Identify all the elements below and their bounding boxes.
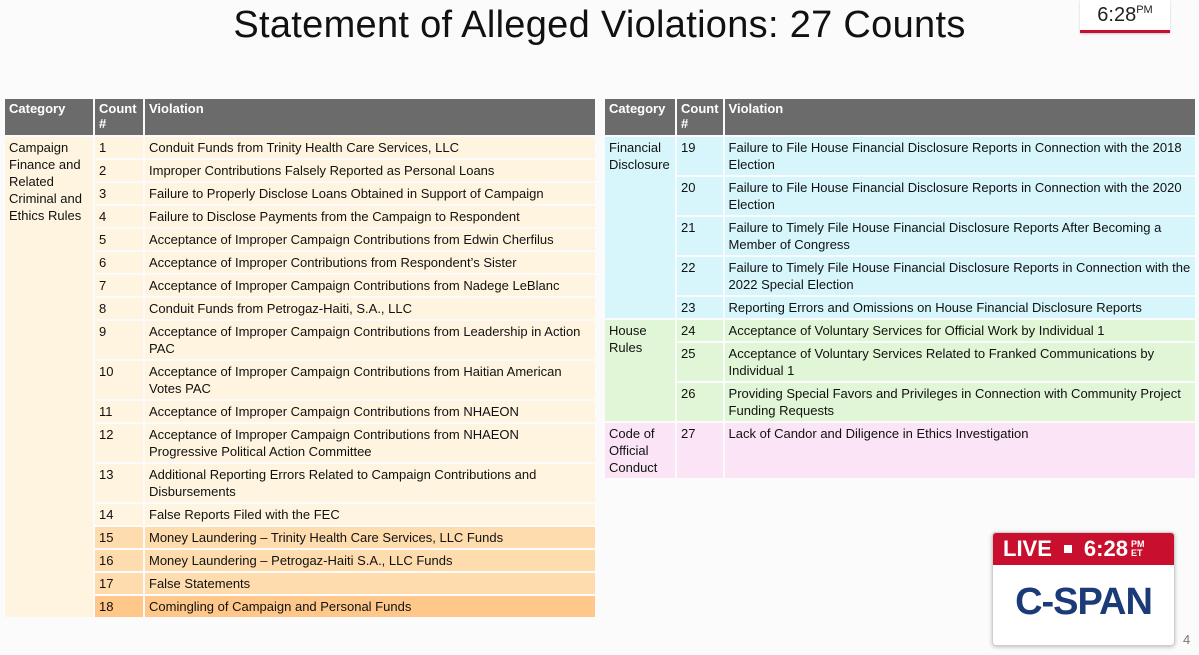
violation-cell: Failure to Properly Disclose Loans Obtained in Support of Campaign xyxy=(145,183,595,204)
table-row xyxy=(5,401,595,422)
violation-cell: Acceptance of Improper Campaign Contributions from Edwin Cherfilus xyxy=(145,229,595,250)
category-cell: Code of Official Conduct xyxy=(605,423,675,478)
top-clock-ampm: PM xyxy=(1136,4,1153,16)
category-cell: Financial Disclosure xyxy=(605,137,675,318)
violation-cell: Lack of Candor and Diligence in Ethics Investigation xyxy=(725,423,1195,478)
count-cell: 9 xyxy=(95,321,143,359)
count-cell: 8 xyxy=(95,298,143,319)
table-row xyxy=(605,423,1195,478)
table-row xyxy=(605,343,1195,381)
count-cell: 10 xyxy=(95,361,143,399)
table-row xyxy=(605,320,1195,341)
table-header-row xyxy=(5,99,595,135)
count-cell: 26 xyxy=(677,383,723,421)
header-count: Count # xyxy=(677,99,723,135)
count-cell: 17 xyxy=(95,573,143,594)
cspan-logo: C-SPAN xyxy=(1015,581,1152,623)
table-header-row xyxy=(605,99,1195,135)
live-ampm-bottom: ET xyxy=(1130,548,1143,558)
count-cell: 2 xyxy=(95,160,143,181)
violation-cell: False Reports Filed with the FEC xyxy=(145,504,595,525)
table-row xyxy=(5,275,595,296)
count-cell: 13 xyxy=(95,464,143,502)
violation-cell: Acceptance of Improper Campaign Contributions from NHAEON Progressive Political Action Committee xyxy=(145,424,595,462)
table-row xyxy=(605,257,1195,295)
cspan-live-bug xyxy=(992,532,1175,646)
count-cell: 27 xyxy=(677,423,723,478)
table-row xyxy=(605,297,1195,318)
header-category: Category xyxy=(5,99,93,135)
table-row xyxy=(5,573,595,594)
category-cell: Campaign Finance and Related Criminal and Ethics Rules xyxy=(5,137,93,617)
count-cell: 23 xyxy=(677,297,723,318)
table-row xyxy=(5,137,595,158)
violation-cell: Failure to Timely File House Financial Disclosure Reports After Becoming a Member of Congress xyxy=(725,217,1195,255)
violation-cell: Failure to Disclose Payments from the Campaign to Respondent xyxy=(145,206,595,227)
header-violation: Violation xyxy=(725,99,1195,135)
count-cell: 5 xyxy=(95,229,143,250)
violation-cell: Reporting Errors and Omissions on House Financial Disclosure Reports xyxy=(725,297,1195,318)
count-cell: 20 xyxy=(677,177,723,215)
violation-cell: Comingling of Campaign and Personal Funds xyxy=(145,596,595,617)
violation-cell: Money Laundering – Petrogaz-Haiti S.A., LLC Funds xyxy=(145,550,595,571)
table-row xyxy=(5,361,595,399)
violation-cell: Acceptance of Improper Campaign Contributions from Leadership in Action PAC xyxy=(145,321,595,359)
violation-cell: Conduit Funds from Trinity Health Care Services, LLC xyxy=(145,137,595,158)
page-number: 4 xyxy=(1183,632,1191,647)
violation-cell: Improper Contributions Falsely Reported as Personal Loans xyxy=(145,160,595,181)
live-label: LIVE xyxy=(1003,536,1052,561)
count-cell: 7 xyxy=(95,275,143,296)
header-violation: Violation xyxy=(145,99,595,135)
live-ampm xyxy=(1131,540,1145,558)
table-row xyxy=(5,550,595,571)
live-square-icon xyxy=(1064,545,1072,553)
violation-cell: Acceptance of Improper Campaign Contributions from Nadege LeBlanc xyxy=(145,275,595,296)
count-cell: 14 xyxy=(95,504,143,525)
header-category: Category xyxy=(605,99,675,135)
violation-cell: Acceptance of Improper Campaign Contributions from Haitian American Votes PAC xyxy=(145,361,595,399)
count-cell: 15 xyxy=(95,527,143,548)
table-row xyxy=(5,252,595,273)
slide-title: Statement of Alleged Violations: 27 Counts xyxy=(233,4,966,46)
count-cell: 21 xyxy=(677,217,723,255)
table-row xyxy=(5,424,595,462)
live-ampm-top: PM xyxy=(1130,539,1145,549)
table-row xyxy=(5,321,595,359)
violation-cell: Failure to File House Financial Disclosure Reports in Connection with the 2020 Election xyxy=(725,177,1195,215)
table-row xyxy=(5,527,595,548)
count-cell: 3 xyxy=(95,183,143,204)
violation-cell: Acceptance of Voluntary Services for Official Work by Individual 1 xyxy=(725,320,1195,341)
count-cell: 22 xyxy=(677,257,723,295)
campaign-finance-table xyxy=(3,97,597,619)
table-row xyxy=(605,137,1195,175)
violation-cell: False Statements xyxy=(145,573,595,594)
table-row xyxy=(5,504,595,525)
table-row xyxy=(5,229,595,250)
violation-cell: Additional Reporting Errors Related to Campaign Contributions and Disbursements xyxy=(145,464,595,502)
table-row xyxy=(5,206,595,227)
table-row xyxy=(5,298,595,319)
table-row xyxy=(605,217,1195,255)
category-cell: House Rules xyxy=(605,320,675,421)
violation-cell: Acceptance of Improper Contributions from Respondent’s Sister xyxy=(145,252,595,273)
table-row xyxy=(5,160,595,181)
count-cell: 12 xyxy=(95,424,143,462)
count-cell: 6 xyxy=(95,252,143,273)
count-cell: 11 xyxy=(95,401,143,422)
count-cell: 19 xyxy=(677,137,723,175)
live-bar xyxy=(993,533,1174,565)
violation-cell: Failure to File House Financial Disclosure Reports in Connection with the 2018 Election xyxy=(725,137,1195,175)
table-row xyxy=(5,183,595,204)
header-count: Count # xyxy=(95,99,143,135)
count-cell: 18 xyxy=(95,596,143,617)
violation-cell: Providing Special Favors and Privileges in Connection with Community Project Funding Requests xyxy=(725,383,1195,421)
table-row xyxy=(5,596,595,617)
live-time: 6:28 xyxy=(1083,536,1128,561)
violation-cell: Conduit Funds from Petrogaz-Haiti, S.A., LLC xyxy=(145,298,595,319)
violation-cell: Acceptance of Improper Campaign Contributions from NHAEON xyxy=(145,401,595,422)
disclosure-rules-table xyxy=(603,97,1197,480)
violation-cell: Acceptance of Voluntary Services Related to Franked Communications by Individual 1 xyxy=(725,343,1195,381)
table-row xyxy=(605,383,1195,421)
count-cell: 4 xyxy=(95,206,143,227)
count-cell: 16 xyxy=(95,550,143,571)
violation-cell: Failure to Timely File House Financial Disclosure Reports in Connection with the 2022 Special Election xyxy=(725,257,1195,295)
violation-cell: Money Laundering – Trinity Health Care Services, LLC Funds xyxy=(145,527,595,548)
top-clock-time: 6:28 xyxy=(1097,4,1137,26)
count-cell: 1 xyxy=(95,137,143,158)
count-cell: 24 xyxy=(677,320,723,341)
table-row xyxy=(5,464,595,502)
table-row xyxy=(605,177,1195,215)
top-clock xyxy=(1080,0,1170,33)
count-cell: 25 xyxy=(677,343,723,381)
